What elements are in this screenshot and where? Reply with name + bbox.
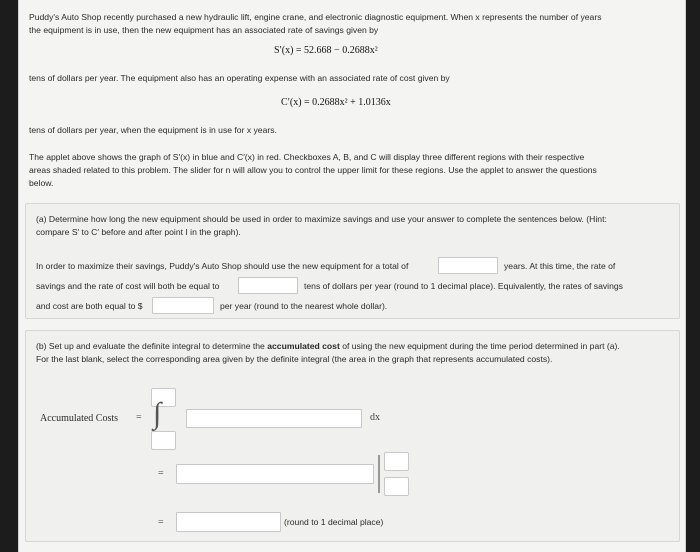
intro-text-2: tens of dollars per year. The equipment also has an operating expense with an associated rate of cost given by xyxy=(29,73,450,83)
intro-text: Puddy's Auto Shop recently purchased a new hydraulic lift, engine crane, and electronic diagnostic equipment. When x represents the number of years the equipment is in use, then the new equipment has an associated rate of savings given by xyxy=(29,12,602,35)
equals-sign-3: = xyxy=(158,517,164,528)
part-a-prompt: (a) Determine how long the new equipment should be used in order to maximize savings and use your answer to complete the sentences below. (Hint: compare S′ to C′ before and after point I in the graph). xyxy=(36,214,607,237)
dx-label: dx xyxy=(370,412,380,423)
part-a-sentence-2a: savings and the rate of cost will both be equal to xyxy=(36,281,220,291)
eval-lower-input[interactable] xyxy=(384,477,409,496)
savings-formula: S′(x) = 52.668 − 0.2688x² xyxy=(274,45,378,56)
integrand-input[interactable] xyxy=(186,409,362,428)
part-b-prompt: (b) Set up and evaluate the definite integral to determine the accumulated cost of using the new equipment during the time period determined in part (a). For the last blank, select the corresponding area given by the definite integral (the area in the graph that represents accumulated costs). xyxy=(36,341,620,364)
integral-sign: ∫ xyxy=(153,397,162,430)
accumulated-costs-label: Accumulated Costs xyxy=(40,413,119,424)
part-b-panel xyxy=(25,330,680,542)
part-a-sentence-1a: In order to maximize their savings, Puddy's Auto Shop should use the new equipment for a total of xyxy=(36,261,409,271)
part-a-sentence-3a: and cost are both equal to $ xyxy=(36,301,143,311)
dollars-input[interactable] xyxy=(152,297,214,314)
result-input[interactable] xyxy=(176,512,281,532)
eval-upper-input[interactable] xyxy=(384,452,409,471)
part-a-panel xyxy=(25,203,680,319)
equals-sign-2: = xyxy=(158,468,164,479)
rate-input[interactable] xyxy=(238,277,298,294)
years-input[interactable] xyxy=(438,257,498,274)
part-a-sentence-1b: years. At this time, the rate of xyxy=(504,261,616,271)
evaluation-bar xyxy=(378,455,380,493)
cost-formula: C′(x) = 0.2688x² + 1.0136x xyxy=(281,97,391,108)
antiderivative-input[interactable] xyxy=(176,464,374,484)
intro-text-3: tens of dollars per year, when the equipment is in use for x years. xyxy=(29,125,277,135)
applet-note: The applet above shows the graph of S′(x) in blue and C′(x) in red. Checkboxes A, B, and C will display three different regions with their respective areas shaded related to this problem. The slider for n will allow you to control the upper limit for these regions. Use the applet to answer the questions below. xyxy=(29,152,597,188)
lower-limit-input[interactable] xyxy=(151,431,176,450)
round-note: (round to 1 decimal place) xyxy=(284,517,384,527)
problem-page xyxy=(18,0,686,552)
equals-sign-1: = xyxy=(136,412,142,423)
part-a-sentence-3b: per year (round to the nearest whole dollar). xyxy=(220,301,388,311)
part-a-sentence-2b: tens of dollars per year (round to 1 decimal place). Equivalently, the rates of savings xyxy=(304,281,623,291)
